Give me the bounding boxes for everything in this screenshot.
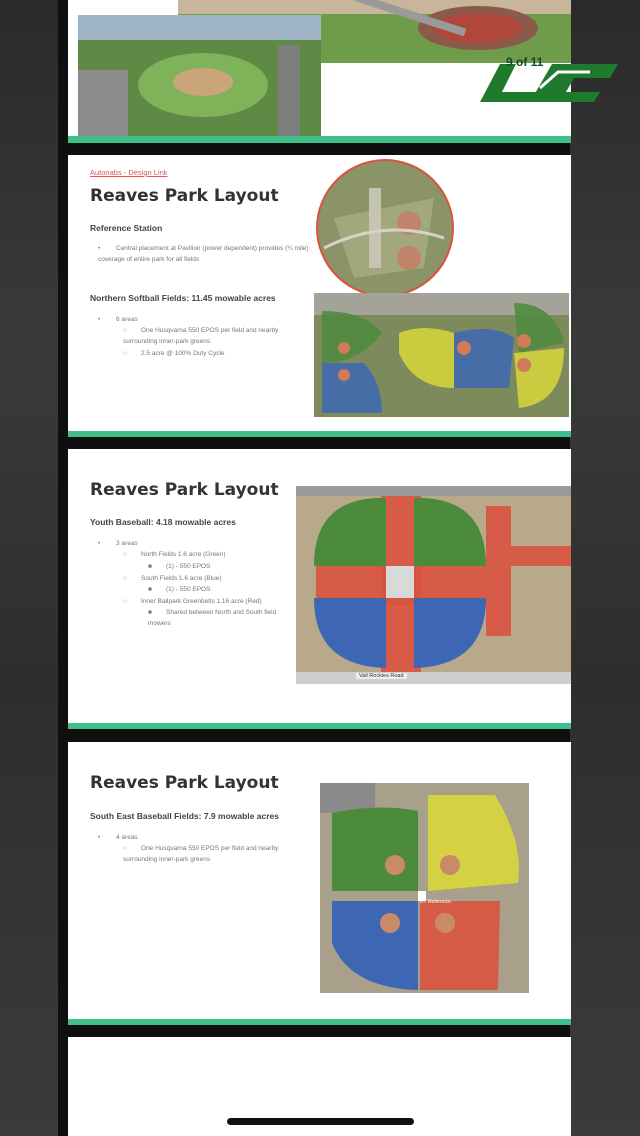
slide-northern-softball [68,155,571,437]
bullet-south-fields: ○ South Fields 1.6 acre (Blue) [123,575,222,582]
slide-southeast-baseball [68,742,571,1025]
slide-accent-bar [68,723,571,729]
bullet-mower: ○ One Husqvarna 550 EPOS per field and nearby surrounding inner-park greens [123,327,279,345]
bullet-north-fields: ○ North Fields 1.6 acre (Green) [123,551,226,558]
bullet-north-mower: ■ (1) - 550 EPOS [148,563,211,570]
bullet-shared: ■ Shared between North and South field mowers [148,609,277,627]
home-indicator[interactable] [227,1118,414,1125]
bullet-areas: • 3 areas [98,540,138,547]
southeast-baseball-map [320,783,529,993]
section-heading: South East Baseball Fields: 7.9 mowable acres [90,811,279,821]
slide-accent-bar [68,1019,571,1025]
street-label: Vail Rockies Road [356,673,407,679]
bullet-south-mower: ■ (1) - 550 EPOS [148,586,211,593]
section-heading: Youth Baseball: 4.18 mowable acres [90,517,236,527]
design-link[interactable]: Autonabs - Design Link [90,168,168,177]
youth-baseball-map [296,486,571,684]
slide-youth-baseball [68,449,571,729]
reference-marker-label: RT Reference [420,899,451,905]
bullet-greenbelts: ○ Inner Ballpark Greenbelts 1.16 acre (Red) [123,598,262,605]
softball-fields-map [314,293,569,417]
reference-station-heading: Reference Station [90,223,163,233]
park-circle-map [314,158,456,298]
section-heading: Northern Softball Fields: 11.45 mowable acres [90,293,276,303]
slide-accent-bar [68,431,571,437]
left-blur-background [0,0,58,1136]
page-indicator: 9 of 11 [506,55,544,69]
bullet-areas: • 4 areas [98,834,138,841]
bullet-mower: ○ One Husqvarna 550 EPOS per field and nearby surrounding inner-park greens [123,845,279,863]
slide-title: Reaves Park Layout [90,480,279,500]
company-logo [470,58,620,110]
bullet-reference: • Central placement at Pavilion (power dependent) provides (¼ mile) coverage of entire park for all fields [98,245,309,263]
slide-title: Reaves Park Layout [90,186,279,206]
bullet-duty-cycle: ○ 2.5 acre @ 100% Duty Cycle [123,350,225,357]
right-blur-background [570,0,640,1136]
slide-title: Reaves Park Layout [90,773,279,793]
bullet-areas: • 6 areas [98,316,138,323]
